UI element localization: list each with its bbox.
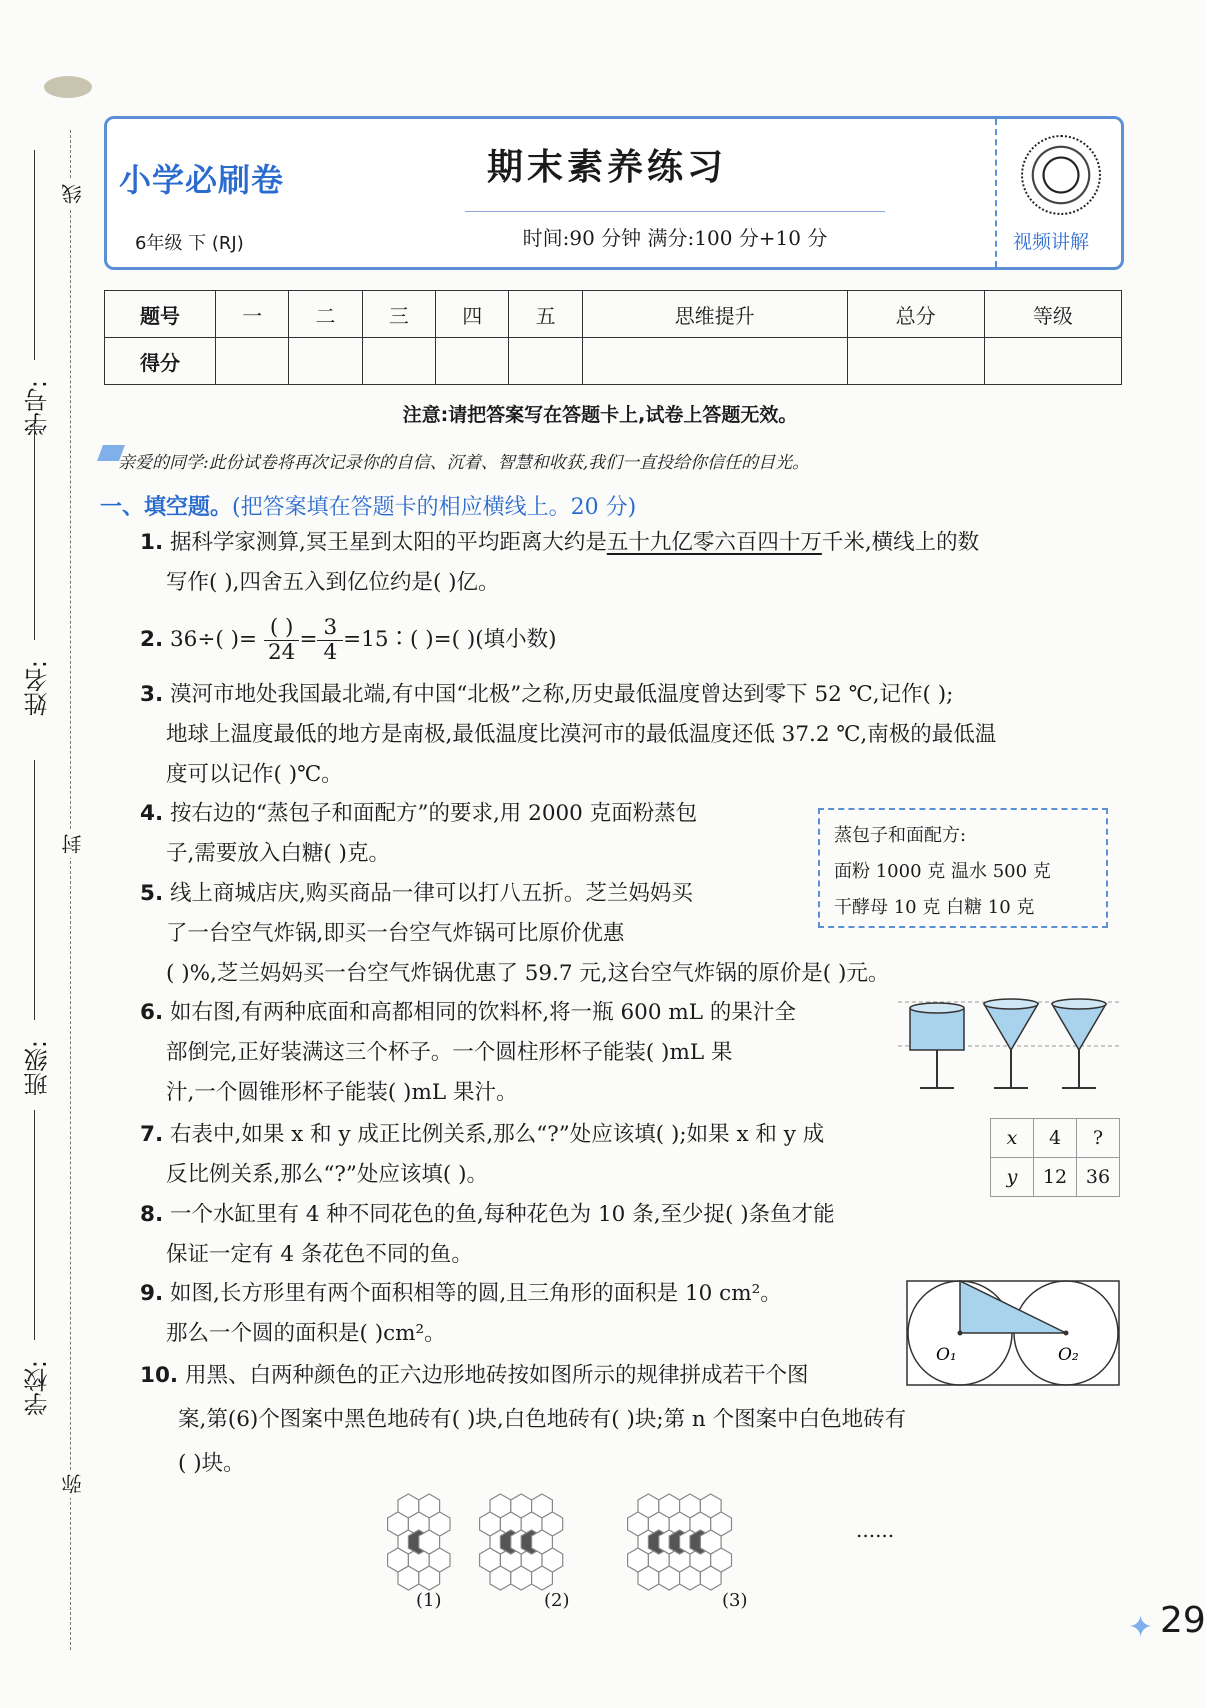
q1-underlined: 五十九亿零六百四十万 xyxy=(606,530,822,555)
q7-text-a: 右表中,如果 x 和 y 成正比例关系,那么“?”处应该填( );如果 x 和 y 成 xyxy=(169,1122,825,1147)
y-value-1: 12 xyxy=(1034,1158,1077,1197)
q2-equals: = xyxy=(299,627,318,652)
name-blank xyxy=(34,420,35,640)
question-6 xyxy=(140,993,880,1113)
score-input-grade[interactable] xyxy=(984,338,1121,385)
q6-number: 6. xyxy=(140,1000,164,1025)
question-2 xyxy=(140,612,1120,668)
section-1-heading xyxy=(100,490,636,521)
cell-grade: 等级 xyxy=(984,291,1121,338)
q7-number: 7. xyxy=(140,1122,164,1147)
q5-text-c: ( )%,芝兰妈妈买一台空气炸锅优惠了 59.7 元,这台空气炸锅的原价是( )元。 xyxy=(166,961,890,986)
score-input-2[interactable] xyxy=(289,338,362,385)
cylinder-cup xyxy=(910,1003,964,1088)
score-input-6[interactable] xyxy=(582,338,847,385)
white-hex-tile xyxy=(700,1530,721,1554)
pattern-1-caption: (1) xyxy=(416,1590,442,1611)
pattern-2-caption: (2) xyxy=(544,1590,570,1611)
q10-text-b: 案,第(6)个图案中黑色地砖有( )块,白色地砖有( )块;第 n 个图案中白色地砖有 xyxy=(178,1407,907,1432)
score-input-3[interactable] xyxy=(362,338,435,385)
cell-total: 总分 xyxy=(847,291,984,338)
question-8 xyxy=(140,1195,1000,1275)
section-1-note: (把答案填在答题卡的相应横线上。20 分) xyxy=(232,495,637,520)
ufo-logo xyxy=(44,76,92,98)
continuation-dots: ...... xyxy=(856,1518,895,1542)
q1-text-a: 据科学家测算,冥王星到太阳的平均距离大约是 xyxy=(169,530,607,555)
q3-number: 3. xyxy=(140,682,164,707)
pattern-3-caption: (3) xyxy=(722,1590,748,1611)
question-10 xyxy=(140,1354,1130,1486)
score-header-row xyxy=(105,291,1122,338)
xy-row-y xyxy=(991,1158,1120,1197)
q6-text-b: 部倒完,正好装满这三个杯子。一个圆柱形杯子能装( )mL 果 xyxy=(166,1040,733,1065)
cone-cup-2 xyxy=(1052,999,1106,1088)
q2-frac1-denominator: 24 xyxy=(267,639,296,665)
seal-close-mark: 弥 xyxy=(58,1470,87,1498)
q9-text-a: 如图,长方形里有两个面积相等的圆,且三角形的面积是 10 cm²。 xyxy=(169,1281,782,1306)
q2-number: 2. xyxy=(140,627,164,652)
q3-text-a: 漠河市地处我国最北端,有中国“北极”之称,历史最低温度曾达到零下 52 ℃,记作( ); xyxy=(169,682,954,707)
q4-text-b: 子,需要放入白糖( )克。 xyxy=(166,841,390,866)
exam-header xyxy=(104,116,1124,270)
class-label: 班级: xyxy=(24,1040,52,1097)
q8-text-a: 一个水缸里有 4 种不同花色的鱼,每种花色为 10 条,至少捉( )条鱼才能 xyxy=(169,1202,835,1227)
score-value-row xyxy=(105,338,1122,385)
notice-text: 注意:请把答案写在答题卡上,试卷上答题无效。 xyxy=(402,404,798,426)
exam-title: 期末素养练习 xyxy=(487,146,728,188)
question-4 xyxy=(140,794,800,874)
q6-text-a: 如右图,有两种底面和高都相同的饮料杯,将一瓶 600 mL 的果汁全 xyxy=(169,1000,796,1025)
recipe-title: 蒸包子和面配方: xyxy=(834,825,967,846)
q2-fraction-1 xyxy=(264,616,300,665)
cell-part-5: 五 xyxy=(509,291,582,338)
x-value-1: 4 xyxy=(1034,1119,1077,1158)
q10-text-a: 用黑、白两种颜色的正六边形地砖按如图所示的规律拼成若干个图 xyxy=(184,1363,809,1388)
student-no-blank xyxy=(34,150,35,360)
x-label: x xyxy=(991,1119,1034,1158)
binding-dashed-line xyxy=(70,130,71,1650)
q1-text-c: 写作( ),四舍五入到亿位约是( )亿。 xyxy=(166,570,500,595)
question-9 xyxy=(140,1274,900,1354)
cone-cup-1 xyxy=(984,999,1038,1088)
q3-text-b: 地球上温度最低的地方是南极,最低温度比漠河市的最低温度还低 37.2 ℃,南极的最低温 xyxy=(166,722,997,747)
q1-number: 1. xyxy=(140,530,164,555)
q2-fraction-2 xyxy=(317,616,343,665)
cell-part-2: 二 xyxy=(289,291,362,338)
q2-text-a: 36÷( )= xyxy=(169,627,257,652)
recipe-line-1: 面粉 1000 克 温水 500 克 xyxy=(834,861,1051,882)
xy-table xyxy=(990,1118,1120,1197)
white-hex-tile xyxy=(419,1530,440,1554)
question-3 xyxy=(140,675,1125,795)
greeting-text: 亲爱的同学:此份试卷将再次记录你的自信、沉着、智慧和收获,我们一直投给你信任的目光。 xyxy=(118,453,810,473)
page-number: 29 xyxy=(1160,1600,1206,1641)
white-hex-tile xyxy=(532,1530,553,1554)
name-label: 姓名: xyxy=(24,660,52,717)
class-blank xyxy=(34,760,35,1020)
q10-text-c: ( )块。 xyxy=(178,1451,245,1476)
y-label: y xyxy=(991,1158,1034,1197)
cell-score-label: 得分 xyxy=(105,338,216,385)
label-o2: O₂ xyxy=(1058,1345,1079,1365)
cell-part-3: 三 xyxy=(362,291,435,338)
question-5 xyxy=(140,874,1125,994)
recipe-line-2: 干酵母 10 克 白糖 10 克 xyxy=(834,897,1035,918)
q9-number: 9. xyxy=(140,1281,164,1306)
q7-text-b: 反比例关系,那么“?”处应该填( )。 xyxy=(166,1162,488,1187)
q10-number: 10. xyxy=(140,1363,179,1388)
q9-text-b: 那么一个圆的面积是( )cm²。 xyxy=(166,1321,446,1346)
label-o1: O₁ xyxy=(936,1345,957,1365)
q2-frac1-numerator: ( ) xyxy=(264,616,300,641)
q2-frac2-numerator: 3 xyxy=(317,616,343,641)
q5-text-a: 线上商城店庆,购买商品一律可以打八五折。芝兰妈妈买 xyxy=(169,881,693,906)
header-divider xyxy=(995,119,997,267)
q2-text-b: =15∶( )=( )(填小数) xyxy=(343,627,557,652)
grade-label: 6年级 下 (RJ) xyxy=(135,233,244,254)
brand-logo: 小学必刷卷 xyxy=(119,161,285,199)
hexagon-patterns-figure xyxy=(390,1486,950,1610)
school-blank xyxy=(34,1110,35,1340)
qr-code-icon[interactable] xyxy=(1021,135,1101,215)
seal-seal-mark: 封 xyxy=(58,830,87,858)
star-icon: ✦ xyxy=(1128,1610,1154,1645)
q2-frac2-denominator: 4 xyxy=(323,639,338,665)
school-label: 学校: xyxy=(24,1360,52,1417)
video-explain-link[interactable]: 视频讲解 xyxy=(1013,231,1090,253)
question-1 xyxy=(140,523,1120,603)
q3-text-c: 度可以记作( )℃。 xyxy=(166,762,343,787)
q4-text-a: 按右边的“蒸包子和面配方”的要求,用 2000 克面粉蒸包 xyxy=(169,801,698,826)
score-input-1[interactable] xyxy=(216,338,289,385)
score-input-4[interactable] xyxy=(436,338,509,385)
seal-line-mark: 线 xyxy=(58,180,87,208)
question-7 xyxy=(140,1115,990,1195)
y-value-2: 36 xyxy=(1077,1158,1120,1197)
student-no-label: 学号: xyxy=(24,380,52,437)
score-table xyxy=(104,290,1122,385)
q5-number: 5. xyxy=(140,881,164,906)
q6-text-c: 汁,一个圆锥形杯子能装( )mL 果汁。 xyxy=(166,1080,518,1105)
exam-meta: 时间:90 分钟 满分:100 分+10 分 xyxy=(465,211,885,251)
score-input-total[interactable] xyxy=(847,338,984,385)
xy-row-x xyxy=(991,1119,1120,1158)
cell-part-1: 一 xyxy=(216,291,289,338)
score-input-5[interactable] xyxy=(509,338,582,385)
q5-text-b: 了一台空气炸锅,即买一台空气炸锅可比原价优惠 xyxy=(166,921,625,946)
section-1-title: 一、填空题。 xyxy=(100,495,233,520)
cell-thinking: 思维提升 xyxy=(582,291,847,338)
q8-number: 8. xyxy=(140,1202,164,1227)
cups-figure xyxy=(898,996,1120,1092)
q8-text-b: 保证一定有 4 条花色不同的鱼。 xyxy=(166,1242,473,1267)
cell-part-4: 四 xyxy=(436,291,509,338)
cell-question-no: 题号 xyxy=(105,291,216,338)
q4-number: 4. xyxy=(140,801,164,826)
q1-text-b: 千米,横线上的数 xyxy=(821,530,980,555)
x-value-2: ? xyxy=(1077,1119,1120,1158)
